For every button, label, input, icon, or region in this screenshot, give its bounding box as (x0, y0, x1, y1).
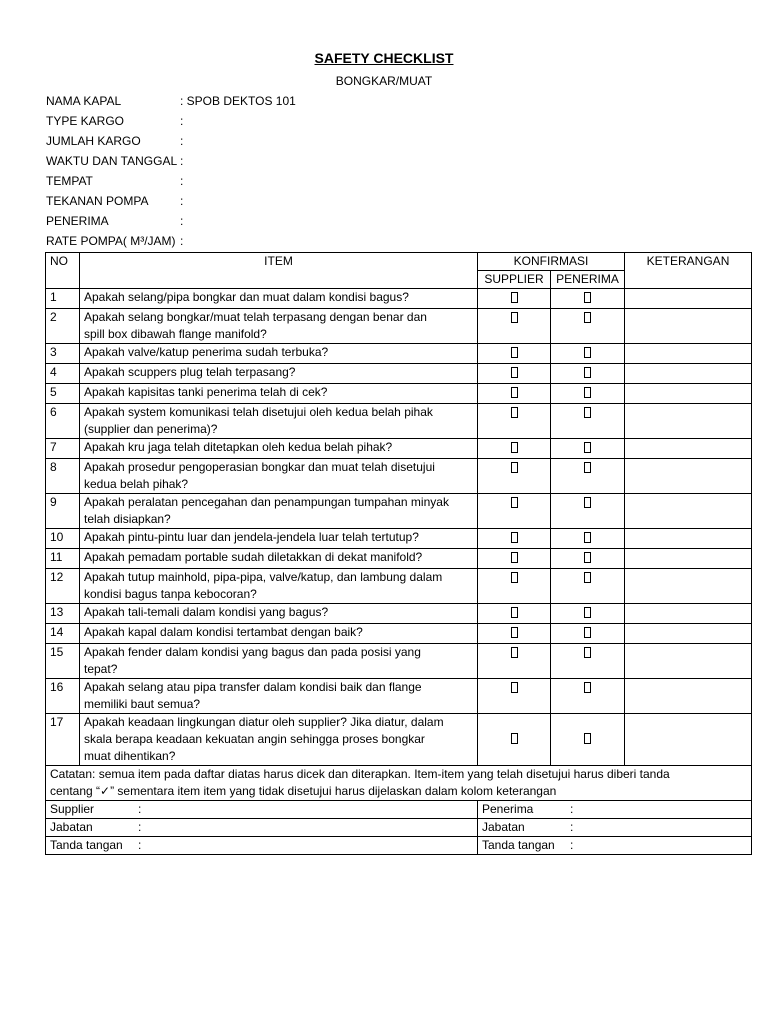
penerima-checkbox[interactable] (584, 733, 591, 744)
keterangan-cell[interactable] (625, 494, 752, 529)
keterangan-cell[interactable] (625, 384, 752, 404)
field-label: TEMPAT (46, 174, 93, 188)
row-item (80, 644, 478, 679)
signature-left[interactable] (46, 801, 478, 819)
supplier-cell (478, 529, 551, 549)
row-number: 12 (46, 569, 80, 604)
row-item (80, 289, 478, 309)
supplier-checkbox[interactable] (511, 572, 518, 583)
table-row (46, 344, 752, 364)
signature-label: Supplier (50, 802, 95, 816)
signature-label: Jabatan (50, 820, 93, 834)
table-row (46, 364, 752, 384)
supplier-cell (478, 679, 551, 714)
penerima-checkbox[interactable] (584, 292, 591, 303)
checklist-rows (46, 289, 752, 714)
signature-label: Tanda tangan (50, 838, 123, 852)
supplier-cell (478, 309, 551, 344)
keterangan-cell[interactable] (625, 604, 752, 624)
penerima-checkbox[interactable] (584, 407, 591, 418)
note-row (46, 766, 752, 801)
item-line: kondisi bagus tanpa kebocoran? (84, 587, 257, 601)
supplier-checkbox[interactable] (511, 682, 518, 693)
signature-value: : (138, 820, 142, 834)
table-row (46, 404, 752, 439)
signature-left[interactable] (46, 819, 478, 837)
row-item (80, 344, 478, 364)
penerima-cell (551, 549, 625, 569)
header-no: NO (46, 253, 80, 289)
row-number: 5 (46, 384, 80, 404)
supplier-cell (478, 644, 551, 679)
field-value: : (180, 114, 184, 128)
row-item (80, 364, 478, 384)
table-row (46, 644, 752, 679)
signature-right[interactable] (478, 837, 752, 855)
keterangan-cell[interactable] (625, 439, 752, 459)
item-line: telah disiapkan? (84, 512, 171, 526)
supplier-cell (478, 344, 551, 364)
row-number: 13 (46, 604, 80, 624)
penerima-cell (551, 384, 625, 404)
supplier-checkbox[interactable] (511, 733, 518, 744)
signature-right[interactable] (478, 801, 752, 819)
supplier-checkbox[interactable] (511, 627, 518, 638)
table-row (46, 309, 752, 344)
supplier-cell (478, 404, 551, 439)
keterangan-cell[interactable] (625, 309, 752, 344)
note-cell (46, 766, 752, 801)
table-row (46, 604, 752, 624)
signature-row (46, 819, 752, 837)
field-waktu-dan-tanggal (46, 153, 296, 173)
field-tempat (46, 173, 296, 193)
item-line: skala berapa keadaan kekuatan angin sehingga proses bongkar (84, 732, 425, 746)
field-value: : (180, 154, 184, 168)
item-line: tepat? (84, 662, 118, 676)
penerima-cell (551, 624, 625, 644)
supplier-checkbox[interactable] (511, 442, 518, 453)
field-jumlah-kargo (46, 133, 296, 153)
field-label: JUMLAH KARGO (46, 134, 141, 148)
row-number: 7 (46, 439, 80, 459)
item-line: Apakah keadaan lingkungan diatur oleh supplier? Jika diatur, dalam (84, 715, 444, 729)
signature-label: Jabatan (482, 820, 525, 834)
penerima-cell (551, 309, 625, 344)
penerima-cell (551, 289, 625, 309)
row-item (80, 384, 478, 404)
table-row (46, 494, 752, 529)
signature-label: Tanda tangan (482, 838, 555, 852)
header-item: ITEM (80, 253, 478, 289)
row-item (80, 459, 478, 494)
signature-left[interactable] (46, 837, 478, 855)
penerima-checkbox[interactable] (584, 387, 591, 398)
keterangan-cell[interactable] (625, 364, 752, 384)
table-row (46, 569, 752, 604)
keterangan-cell[interactable] (625, 529, 752, 549)
item-line: Apakah kapal dalam kondisi tertambat dengan baik? (84, 625, 363, 639)
table-row (46, 549, 752, 569)
header-penerima: PENERIMA (551, 271, 625, 289)
keterangan-cell[interactable] (625, 289, 752, 309)
row-number: 11 (46, 549, 80, 569)
supplier-checkbox[interactable] (511, 647, 518, 658)
penerima-checkbox[interactable] (584, 627, 591, 638)
supplier-cell (478, 569, 551, 604)
row-number: 16 (46, 679, 80, 714)
supplier-cell (478, 439, 551, 459)
item-line: spill box dibawah flange manifold? (84, 327, 267, 341)
row-item (80, 569, 478, 604)
item-line: Apakah selang bongkar/muat telah terpasang dengan benar dan (84, 310, 427, 324)
field-penerima (46, 213, 296, 233)
table-row (46, 384, 752, 404)
row-number: 17 (46, 714, 80, 766)
item-line: muat dihentikan? (84, 749, 176, 763)
supplier-checkbox[interactable] (511, 387, 518, 398)
checklist-table (45, 252, 752, 855)
item-line: Apakah pintu-pintu luar dan jendela-jendela luar telah tertutup? (84, 530, 419, 544)
keterangan-cell[interactable] (625, 549, 752, 569)
keterangan-cell[interactable] (625, 679, 752, 714)
keterangan-cell[interactable] (625, 644, 752, 679)
penerima-cell (551, 364, 625, 384)
row-number: 9 (46, 494, 80, 529)
field-value: : (180, 194, 184, 208)
penerima-cell (551, 604, 625, 624)
row-number: 8 (46, 459, 80, 494)
supplier-checkbox[interactable] (511, 552, 518, 563)
signature-row (46, 801, 752, 819)
signature-row (46, 837, 752, 855)
item-line: Apakah pemadam portable sudah diletakkan di dekat manifold? (84, 550, 423, 564)
field-label: WAKTU DAN TANGGAL (46, 154, 178, 168)
field-value: : (180, 234, 184, 248)
supplier-checkbox[interactable] (511, 347, 518, 358)
item-line: (supplier dan penerima)? (84, 422, 218, 436)
penerima-checkbox[interactable] (584, 347, 591, 358)
keterangan-cell[interactable] (625, 624, 752, 644)
keterangan-cell[interactable] (625, 459, 752, 494)
table-row (46, 529, 752, 549)
supplier-cell (478, 289, 551, 309)
supplier-checkbox[interactable] (511, 607, 518, 618)
supplier-cell (478, 624, 551, 644)
row-item (80, 309, 478, 344)
item-line: Apakah system komunikasi telah disetujui oleh kedua belah pihak (84, 405, 433, 419)
table-row (46, 679, 752, 714)
item-line: Apakah prosedur pengoperasian bongkar dan muat telah disetujui (84, 460, 435, 474)
item-line: Apakah scuppers plug telah terpasang? (84, 365, 296, 379)
row-number: 15 (46, 644, 80, 679)
field-label: TEKANAN POMPA (46, 194, 149, 208)
supplier-checkbox[interactable] (511, 292, 518, 303)
row-item (80, 404, 478, 439)
supplier-cell (478, 384, 551, 404)
penerima-checkbox[interactable] (584, 312, 591, 323)
document-title: SAFETY CHECKLIST (314, 50, 454, 66)
field-label: TYPE KARGO (46, 114, 125, 128)
row-item (80, 549, 478, 569)
item-line: Apakah tutup mainhold, pipa-pipa, valve/katup, dan lambung dalam (84, 570, 443, 584)
penerima-checkbox[interactable] (584, 647, 591, 658)
supplier-checkbox[interactable] (511, 462, 518, 473)
penerima-checkbox[interactable] (584, 532, 591, 543)
penerima-checkbox[interactable] (584, 572, 591, 583)
supplier-checkbox[interactable] (511, 407, 518, 418)
table-row (46, 459, 752, 494)
supplier-checkbox[interactable] (511, 497, 518, 508)
penerima-cell (551, 644, 625, 679)
item-line: Apakah selang atau pipa transfer dalam kondisi baik dan flange (84, 680, 422, 694)
penerima-checkbox[interactable] (584, 442, 591, 453)
supplier-checkbox[interactable] (511, 367, 518, 378)
penerima-cell (551, 529, 625, 549)
penerima-checkbox[interactable] (584, 462, 591, 473)
row-number: 2 (46, 309, 80, 344)
penerima-checkbox[interactable] (584, 607, 591, 618)
supplier-checkbox[interactable] (511, 532, 518, 543)
row-item (80, 529, 478, 549)
item-line: Apakah kru jaga telah ditetapkan oleh kedua belah pihak? (84, 440, 393, 454)
document-subtitle: BONGKAR/MUAT (335, 74, 433, 88)
table-row (46, 714, 752, 766)
item-line: Apakah fender dalam kondisi yang bagus dan pada posisi yang (84, 645, 421, 659)
supplier-cell (478, 549, 551, 569)
signature-right[interactable] (478, 819, 752, 837)
keterangan-cell[interactable] (625, 714, 752, 766)
item-line: Apakah valve/katup penerima sudah terbuka? (84, 345, 329, 359)
penerima-checkbox[interactable] (584, 552, 591, 563)
penerima-cell (551, 714, 625, 766)
row-number: 14 (46, 624, 80, 644)
signature-value: : (138, 802, 142, 816)
row-item (80, 439, 478, 459)
note-line: Catatan: semua item pada daftar diatas harus dicek dan diterapkan. Item-item yang telah disetujui harus diberi tanda (50, 767, 670, 781)
supplier-cell (478, 494, 551, 529)
field-rate-pompa (46, 233, 296, 253)
row-number: 3 (46, 344, 80, 364)
field-value: : (180, 214, 184, 228)
row-item (80, 604, 478, 624)
field-value: : (180, 174, 184, 188)
signature-value: : (570, 802, 574, 816)
row-number: 6 (46, 404, 80, 439)
header-keterangan: KETERANGAN (625, 253, 752, 289)
field-label: RATE POMPA( M³/JAM) (46, 234, 176, 248)
row-number: 4 (46, 364, 80, 384)
row-item (80, 494, 478, 529)
keterangan-cell[interactable] (625, 569, 752, 604)
header-konfirmasi: KONFIRMASI (478, 253, 625, 271)
signature-label: Penerima (482, 802, 534, 816)
item-line: memiliki baut semua? (84, 697, 201, 711)
field-value: : SPOB DEKTOS 101 (180, 94, 296, 108)
field-nama-kapal (46, 93, 296, 113)
row-item (80, 679, 478, 714)
supplier-cell (478, 714, 551, 766)
penerima-cell (551, 494, 625, 529)
row-item (80, 624, 478, 644)
header-supplier: SUPPLIER (478, 271, 551, 289)
item-line: Apakah peralatan pencegahan dan penampungan tumpahan minyak (84, 495, 449, 509)
table-row (46, 439, 752, 459)
table-row (46, 624, 752, 644)
row-number: 10 (46, 529, 80, 549)
item-line: Apakah selang/pipa bongkar dan muat dalam kondisi bagus? (84, 290, 409, 304)
header-fields (46, 93, 296, 253)
field-label: PENERIMA (46, 214, 109, 228)
field-label: NAMA KAPAL (46, 94, 122, 108)
row-number: 1 (46, 289, 80, 309)
penerima-cell (551, 439, 625, 459)
signature-value: : (138, 838, 142, 852)
item-line: Apakah kapisitas tanki penerima telah di cek? (84, 385, 328, 399)
penerima-cell (551, 344, 625, 364)
signature-value: : (570, 838, 574, 852)
penerima-checkbox[interactable] (584, 497, 591, 508)
field-value: : (180, 134, 184, 148)
row-item (80, 714, 478, 766)
note-line: centang “✓” sementara item item yang tidak disetujui harus dijelaskan dalam kolom keterangan (50, 784, 557, 798)
supplier-checkbox[interactable] (511, 312, 518, 323)
penerima-checkbox[interactable] (584, 682, 591, 693)
supplier-cell (478, 364, 551, 384)
table-row (46, 289, 752, 309)
signature-value: : (570, 820, 574, 834)
item-line: kedua belah pihak? (84, 477, 189, 491)
supplier-cell (478, 459, 551, 494)
field-type-kargo (46, 113, 296, 133)
penerima-cell (551, 404, 625, 439)
keterangan-cell[interactable] (625, 404, 752, 439)
supplier-cell (478, 604, 551, 624)
penerima-checkbox[interactable] (584, 367, 591, 378)
penerima-cell (551, 569, 625, 604)
penerima-cell (551, 459, 625, 494)
field-tekanan-pompa (46, 193, 296, 213)
keterangan-cell[interactable] (625, 344, 752, 364)
penerima-cell (551, 679, 625, 714)
item-line: Apakah tali-temali dalam kondisi yang bagus? (84, 605, 329, 619)
